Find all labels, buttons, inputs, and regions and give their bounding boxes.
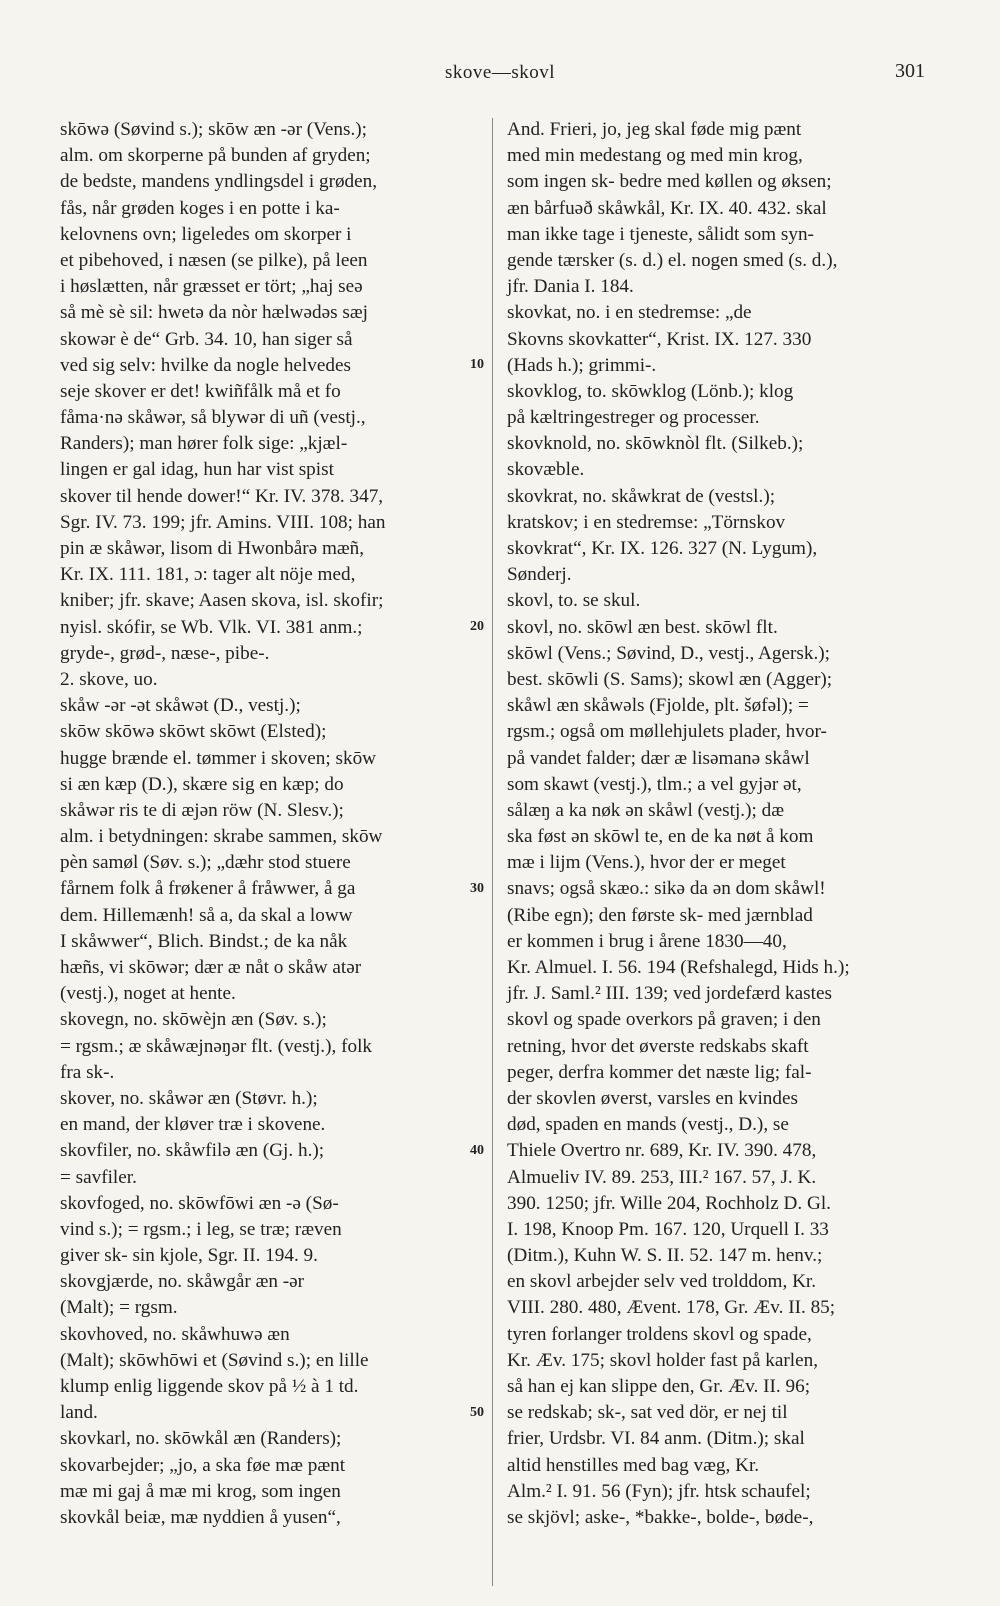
text-line: giver sk- sin kjole, Sgr. II. 194. 9. [60,1245,318,1267]
text-line: Skovns skovkatter“, Krist. IX. 127. 330 [507,328,812,350]
text-line: Almueliv IV. 89. 253, III.² 167. 57, J. K. [507,1166,817,1188]
text-line: rgsm.; også om møllehjulets plader, hvor- [507,721,827,743]
text-line: mæ mi gaj å mæ mi krog, som ingen [60,1480,341,1502]
text-line: er kommen i brug i årene 1830—40, [507,930,787,952]
text-line: Kr. IX. 111. 181, ɔ: tager alt nöje med, [60,564,356,586]
text-line: skåwər ris te di æjən röw (N. Slesv.); [60,799,344,821]
text-line: alm. om skorperne på bunden af gryden; [60,145,371,167]
text-line: skovkål beiæ, mæ nyddien å yusen“, [60,1506,341,1528]
line-number: 30 [470,880,484,896]
text-line: et pibehoved, i næsen (se pilke), på leen [60,249,368,271]
text-line: skåwl æn skåwəls (Fjolde, plt. šøfəl); = [507,695,809,717]
text-line: And. Frieri, jo, jeg skal føde mig pænt [507,119,802,140]
text-line: som ingen sk- bedre med køllen og øksen; [507,171,832,193]
text-line: de bedste, mandens yndlingsdel i grøden, [60,171,378,193]
text-line: skovklog, to. skōwklog (Lönb.); klog [507,380,794,402]
text-line: skover, no. skåwər æn (Støvr. h.); [60,1087,318,1109]
text-line: kratskov; i en stedremse: „Törnskov [507,511,786,533]
text-line: skovfiler, no. skåwfilə æn (Gj. h.); [60,1140,325,1162]
text-line: (Ribe egn); den første sk- med jærnblad [507,904,813,926]
text-line: skovhoved, no. skåwhuwə æn [60,1323,290,1345]
text-line: jfr. J. Saml.² III. 139; ved jordefærd kastes [507,983,832,1005]
text-line: skovl og spade overkors på graven; i den [507,1009,821,1031]
text-line: kelovnens ovn; ligeledes om skorper i [60,223,352,245]
text-line: seje skover er det! kwiñfålk må et fo [60,380,341,402]
text-line: frier, Urdsbr. VI. 84 anm. (Ditm.); skal [507,1428,805,1450]
text-line: skōw skōwə skōwt skōwt (Elsted); [60,721,327,743]
text-line: Thiele Overtro nr. 689, Kr. IV. 390. 478, [507,1140,817,1162]
text-line: skovegn, no. skōwèjn æn (Søv. s.); [60,1009,327,1031]
text-line: mæ i lijm (Vens.), hvor der er meget [507,852,786,874]
text-line: lingen er gal idag, hun har vist spist [60,459,334,481]
text-line: (Ditm.), Kuhn W. S. II. 52. 147 m. henv.; [507,1245,823,1267]
text-line: gende tærsker (s. d.) el. nogen smed (s. d.), [507,249,838,271]
text-line: Alm.² I. 91. 56 (Fyn); jfr. htsk schaufel; [507,1480,811,1502]
text-line: skowər è de“ Grb. 34. 10, han siger så [60,328,353,350]
text-line: Sgr. IV. 73. 199; jfr. Amins. VIII. 108; han [60,511,386,533]
text-line: se skjövl; aske-, *bakke-, bolde-, bøde-, [507,1506,814,1528]
text-line: tyren forlanger troldens skovl og spade, [507,1323,812,1345]
text-line: (vestj.), noget at hente. [60,983,236,1005]
text-line: skovkat, no. i en stedremse: „de [507,302,752,324]
text-line: jfr. Dania I. 184. [507,276,634,298]
text-line: skōwl (Vens.; Søvind, D., vestj., Agersk.); [507,642,830,664]
text-line: skovkarl, no. skōwkål æn (Randers); [60,1428,342,1450]
text-line: skovkrat“, Kr. IX. 126. 327 (N. Lygum), [507,538,818,559]
text-line: fåma·nə skåwər, så blywər di uñ (vestj., [60,407,366,429]
text-line: I skåwwer“, Blich. Bindst.; de ka nåk [60,930,348,952]
text-line: skovknold, no. skōwknòl flt. (Silkeb.); [507,433,804,455]
text-line: (Hads h.); grimmi-. [507,354,657,376]
text-line: I. 198, Knoop Pm. 167. 120, Urquell I. 33 [507,1218,829,1240]
text-line: pèn samøl (Søv. s.); „dæhr stod stuere [60,852,351,874]
text-line: pin æ skåwər, lisom di Hwonbårə mæñ, [60,538,365,559]
text-line: gryde-, grød-, næse-, pibe-. [60,642,270,664]
text-line: klump enlig liggende skov på ½ à 1 td. [60,1376,359,1397]
text-line: best. skōwli (S. Sams); skowl æn (Agger); [507,668,833,690]
text-line: skovgjærde, no. skåwgår æn -ər [60,1271,305,1293]
text-line: VIII. 280. 480, Ævent. 178, Gr. Æv. II. 85; [507,1297,836,1319]
text-line: 2. skove, uo. [60,668,158,690]
text-line: hæñs, vi skōwər; dær æ nåt o skåw atər [60,957,362,978]
text-line: Randers); man hører folk sige: „kjæl- [60,433,348,455]
text-line: alm. i betydningen: skrabe sammen, skōw [60,826,383,848]
text-line: = savfiler. [60,1166,137,1188]
text-line: retning, hvor det øverste redskabs skaft [507,1035,809,1057]
line-number: 40 [470,1142,484,1158]
line-number: 10 [470,356,484,372]
text-line: Kr. Almuel. I. 56. 194 (Refshalegd, Hids h.); [507,957,850,978]
text-line: en mand, der kløver træ i skovene. [60,1114,326,1136]
running-head: skove—skovl [445,62,555,83]
text-line: æn bårfuəð skåwkål, Kr. IX. 40. 432. skal [507,197,827,219]
text-line: dem. Hillemænh! så a, da skal a loww [60,904,353,926]
line-number: 20 [470,618,484,634]
text-line: som skawt (vestj.), tlm.; a vel gyjər ət, [507,773,802,795]
text-line: (Malt); skōwhōwi et (Søvind s.); en lille [60,1349,369,1371]
text-line: vind s.); = rgsm.; i leg, se træ; ræven [60,1218,342,1240]
page-number: 301 [895,60,925,82]
text-line: 390. 1250; jfr. Wille 204, Rochholz D. Gl. [507,1192,831,1214]
text-line: land. [60,1402,98,1424]
text-line: fås, når grøden koges i en potte i ka- [60,197,340,219]
text-line: peger, derfra kommer det næste lig; fal- [507,1061,812,1083]
text-line: Kr. Æv. 175; skovl holder fast på karlen, [507,1349,819,1371]
text-line: skovæble. [507,459,585,481]
text-line: (Malt); = rgsm. [60,1297,178,1319]
text-line: snavs; også skæo.: sikə da ən dom skåwl! [507,878,826,900]
text-line: skovl, no. skōwl æn best. skōwl flt. [507,616,778,638]
text-line: ved sig selv: hvilke da nogle helvedes [60,354,351,376]
text-line: der skovlen øverst, varsles en kvindes [507,1087,798,1109]
text-line: altid henstilles med bag væg, Kr. [507,1454,760,1476]
text-line: så han ej kan slippe den, Gr. Æv. II. 96; [507,1376,811,1397]
text-line: så mè sè sil: hwetə da nòr hælwədəs sæj [60,302,369,324]
line-number: 50 [470,1404,484,1420]
text-line: skovfoged, no. skōwfōwi æn -ə (Sø- [60,1192,339,1214]
page-header [0,58,1000,92]
text-line: skover til hende dower!“ Kr. IV. 378. 347, [60,485,384,507]
text-line: si æn kæp (D.), skære sig en kæp; do [60,773,344,795]
text-line: en skovl arbejder selv ved trolddom, Kr. [507,1271,817,1293]
text-line: Sønderj. [507,564,572,586]
text-line: fra sk-. [60,1061,115,1083]
text-line: skovkrat, no. skåwkrat de (vestsl.); [507,485,776,507]
text-line: med min medestang og med min krog, [507,145,803,167]
text-line: skovarbejder; „jo, a ska føe mæ pænt [60,1454,346,1476]
column-divider [492,118,493,1586]
text-line: sålæŋ a ka nøk ən skåwl (vestj.); dæ [507,799,785,821]
text-line: skovl, to. se skul. [507,590,641,612]
text-line: hugge brænde el. tømmer i skoven; skōw [60,747,377,769]
text-line: skōwə (Søvind s.); skōw æn -ər (Vens.); [60,119,367,140]
text-line: kniber; jfr. skave; Aasen skova, isl. skofir; [60,590,384,612]
text-line: man ikke tage i tjeneste, sålidt som syn- [507,223,814,245]
text-line: fårnem folk å frøkener å fråwwer, å ga [60,878,356,900]
right-column [507,117,927,1531]
left-column [60,117,480,1531]
text-line: = rgsm.; æ skåwæjnəŋər flt. (vestj.), folk [60,1035,372,1057]
text-line: nyisl. skófir, se Wb. Vlk. VI. 381 anm.; [60,616,363,638]
text-line: ska føst ən skōwl te, en de ka nøt å kom [507,826,814,848]
text-line: se redskab; sk-, sat ved dör, er nej til [507,1402,788,1424]
text-line: på vandet falder; dær æ lisəmanə skåwl [507,747,810,769]
text-line: i høslætten, når græsset er tört; „haj seə [60,276,363,298]
text-line: på kæltringestreger og processer. [507,407,760,429]
text-line: død, spaden en mands (vestj., D.), se [507,1114,789,1136]
text-line: skåw -ər -ət skåwət (D., vestj.); [60,695,301,717]
